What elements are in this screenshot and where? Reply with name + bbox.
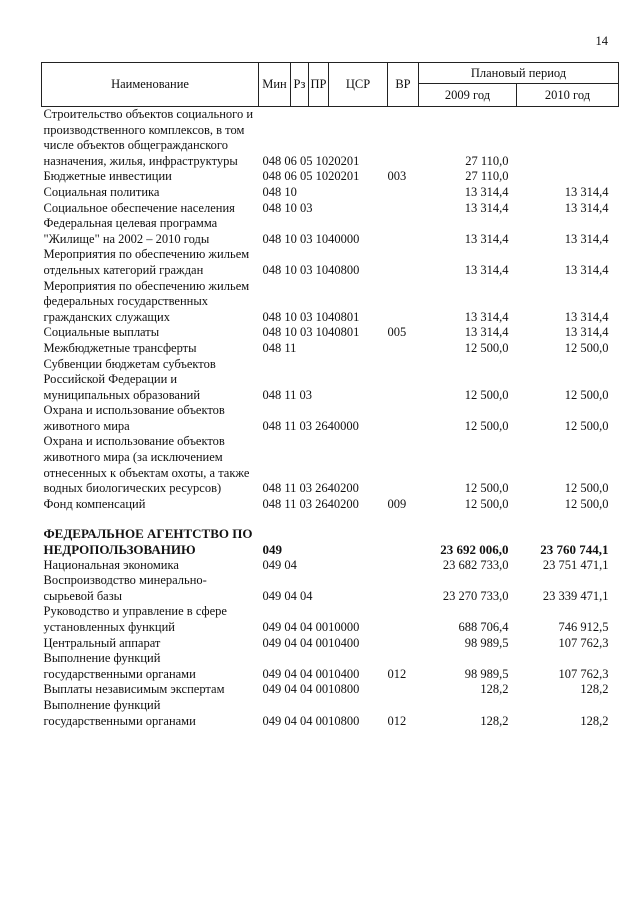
header-rz: Рз: [291, 63, 309, 107]
row-code: 048 06 05 1020201: [262, 169, 360, 184]
row-amount-2010: 13 314,4: [564, 325, 609, 340]
table-row: [42, 512, 619, 526]
table-row: [42, 682, 619, 698]
row-vr: 012: [387, 666, 407, 681]
row-amount-2009: 12 500,0: [464, 496, 509, 511]
row-vr: [388, 247, 419, 278]
row-code: 048 11 03: [262, 387, 313, 402]
row-amount-2010: 107 762,3: [558, 635, 609, 650]
row-name: Бюджетные инвестиции: [43, 169, 172, 184]
table-row: [42, 651, 619, 682]
row-amount-2009: 23 682 733,0: [442, 557, 509, 572]
row-amount-2010: 128,2: [580, 713, 609, 728]
table-row: [42, 341, 619, 357]
row-amount-2010: 23 339 471,1: [542, 588, 609, 603]
table-row: [42, 526, 619, 557]
row-vr: [388, 341, 419, 357]
row-amount-2009: 12 500,0: [464, 481, 509, 496]
row-amount-2010: 23 760 744,1: [540, 542, 609, 558]
row-amount-2009: 27 110,0: [465, 153, 509, 168]
row-vr: [388, 682, 419, 698]
row-vr: [388, 604, 419, 635]
header-year-2010: 2010 год: [517, 84, 619, 107]
row-name: Выполнение функций государственными органами: [43, 651, 196, 681]
row-code: 049: [262, 542, 282, 558]
row-amount-2009: 98 989,5: [464, 635, 509, 650]
row-name: Национальная экономика: [43, 557, 179, 572]
row-name: Строительство объектов социального и производственного комплексов, в том числе объектов общегражданского назначения, жилья, инфраструктуры: [43, 107, 254, 168]
row-amount-2010: 746 912,5: [558, 620, 609, 634]
row-name: Охрана и использование объектов животного мира: [43, 403, 225, 433]
row-amount-2009: 13 314,4: [464, 262, 509, 277]
row-amount-2010: 12 500,0: [564, 387, 609, 402]
row-amount-2010: 13 314,4: [564, 184, 609, 199]
table-row: [42, 636, 619, 652]
row-code: 049 04 04: [262, 588, 313, 603]
table-row: [42, 325, 619, 341]
table-body: [42, 107, 619, 730]
row-amount-2009: 23 692 006,0: [440, 542, 509, 558]
table-row: [42, 558, 619, 574]
row-amount-2009: 128,2: [480, 682, 509, 697]
row-amount-2010: 12 500,0: [564, 496, 609, 511]
row-code: 049 04 04 0010800: [262, 713, 360, 728]
header-year-2009: 2009 год: [419, 84, 517, 107]
row-code: 049 04: [262, 557, 297, 572]
row-vr: [388, 403, 419, 434]
row-name: Межбюджетные трансферты: [43, 340, 197, 355]
table-row: [42, 216, 619, 247]
row-code: 048 10 03 1040800: [262, 262, 360, 277]
table-row: [42, 247, 619, 278]
header-name: Наименование: [42, 63, 259, 107]
row-amount-2009: 12 500,0: [464, 387, 509, 402]
row-amount-2010: 12 500,0: [564, 418, 609, 433]
row-name: Федеральная целевая программа "Жилище" на 2002 – 2010 годы: [43, 216, 218, 246]
row-name: Фонд компенсаций: [43, 496, 146, 511]
row-name: Социальные выплаты: [43, 325, 160, 340]
row-code: 049 04 04 0010400: [262, 666, 360, 681]
row-code: 048 11 03 2640000: [262, 418, 359, 433]
row-amount-2009: 13 314,4: [464, 184, 509, 199]
row-amount-2010: 23 751 471,1: [542, 557, 609, 572]
row-name: Воспроизводство минерально-сырьевой базы: [43, 573, 207, 603]
row-name: Руководство и управление в сфере установленных функций: [43, 604, 227, 634]
row-code: 048 11: [262, 340, 297, 355]
row-amount-2009: 13 314,4: [464, 231, 509, 246]
header-vr: ВР: [388, 63, 419, 107]
row-vr: [388, 526, 419, 557]
row-code: 048 06 05 1020201: [262, 153, 360, 168]
row-code: 048 10 03: [262, 200, 313, 215]
row-amount-2009: 12 500,0: [464, 340, 509, 355]
table-row: [42, 573, 619, 604]
header-planned-period: Плановый период: [419, 63, 619, 84]
row-vr: 003: [387, 169, 407, 184]
table-row: [42, 604, 619, 635]
row-vr: [388, 573, 419, 604]
table-row: [42, 698, 619, 729]
row-vr: [388, 357, 419, 404]
row-amount-2009: 23 270 733,0: [442, 588, 509, 603]
row-name: Социальная политика: [43, 184, 160, 199]
row-code: 048 10 03 1040801: [262, 325, 360, 340]
row-vr: [388, 434, 419, 496]
row-amount-2010: 12 500,0: [564, 481, 609, 496]
row-name: Охрана и использование объектов животного мира (за исключением отнесенных к объектам охоты, а также водных биологических ресурсов): [43, 434, 250, 496]
row-vr: [388, 636, 419, 652]
row-amount-2009: 12 500,0: [464, 418, 509, 433]
table-row: [42, 107, 619, 170]
table-row: [42, 185, 619, 201]
row-name: Субвенции бюджетам субъектов Российской Федерации и муниципальных образований: [43, 356, 216, 402]
row-vr: [388, 279, 419, 326]
row-name: Центральный аппарат: [43, 635, 161, 650]
row-vr: [388, 216, 419, 247]
row-code: 049 04 04 0010800: [262, 682, 360, 697]
row-amount-2010: [517, 169, 619, 185]
row-name: Мероприятия по обеспечению жильем отдельных категорий граждан: [43, 247, 250, 277]
row-code: 048 10: [262, 184, 297, 199]
row-amount-2010: 13 314,4: [564, 200, 609, 215]
table-row: [42, 357, 619, 404]
row-vr: [388, 558, 419, 574]
row-vr: 012: [387, 713, 407, 728]
row-amount-2010: 107 762,3: [558, 666, 609, 681]
row-amount-2010: 128,2: [580, 682, 609, 697]
row-vr: [388, 185, 419, 201]
row-amount-2009: 13 314,4: [464, 200, 509, 215]
table-row: [42, 169, 619, 185]
row-amount-2009: 13 314,4: [464, 309, 509, 324]
table-row: [42, 497, 619, 513]
row-code: 049 04 04 0010400: [262, 635, 360, 650]
row-amount-2009: 688 706,4: [458, 620, 509, 634]
row-code: 049 04 04 0010000: [262, 620, 360, 634]
page-number: 14: [595, 34, 608, 48]
row-vr: 005: [387, 325, 407, 340]
table-row: [42, 279, 619, 326]
row-name: Выполнение функций государственными органами: [43, 697, 196, 728]
row-amount-2010: 13 314,4: [564, 231, 609, 246]
row-amount-2009: 98 989,5: [464, 666, 509, 681]
row-code: 048 11 03 2640200: [262, 496, 359, 511]
table-row: [42, 201, 619, 217]
row-amount-2010: 13 314,4: [564, 309, 609, 324]
row-name: ФЕДЕРАЛЬНОЕ АГЕНТСТВО ПО НЕДРОПОЛЬЗОВАНИЮ: [43, 526, 253, 558]
row-amount-2009: 27 110,0: [465, 169, 509, 184]
row-vr: 009: [387, 496, 407, 511]
budget-table: [41, 62, 619, 729]
header-min: Мин: [259, 63, 291, 107]
row-amount-2010: 13 314,4: [564, 262, 609, 277]
row-name: Выплаты независимым экспертам: [43, 682, 225, 697]
row-code: 048 10 03 1040801: [262, 309, 360, 324]
row-amount-2010: 12 500,0: [564, 340, 609, 355]
header-csr: ЦСР: [329, 63, 388, 107]
row-vr: [388, 107, 419, 170]
row-code: 048 11 03 2640200: [262, 481, 359, 496]
row-spacer: [42, 512, 619, 526]
row-amount-2009: 13 314,4: [464, 325, 509, 340]
header-pr: ПР: [309, 63, 329, 107]
row-name: Мероприятия по обеспечению жильем федеральных государственных гражданских служащих: [43, 278, 250, 324]
row-code: 048 10 03 1040000: [262, 231, 360, 246]
row-vr: [388, 201, 419, 217]
row-amount-2009: 128,2: [480, 713, 509, 728]
table-row: [42, 403, 619, 434]
row-amount-2010: [517, 107, 619, 170]
table-row: [42, 434, 619, 496]
row-name: Социальное обеспечение населения: [43, 200, 235, 215]
